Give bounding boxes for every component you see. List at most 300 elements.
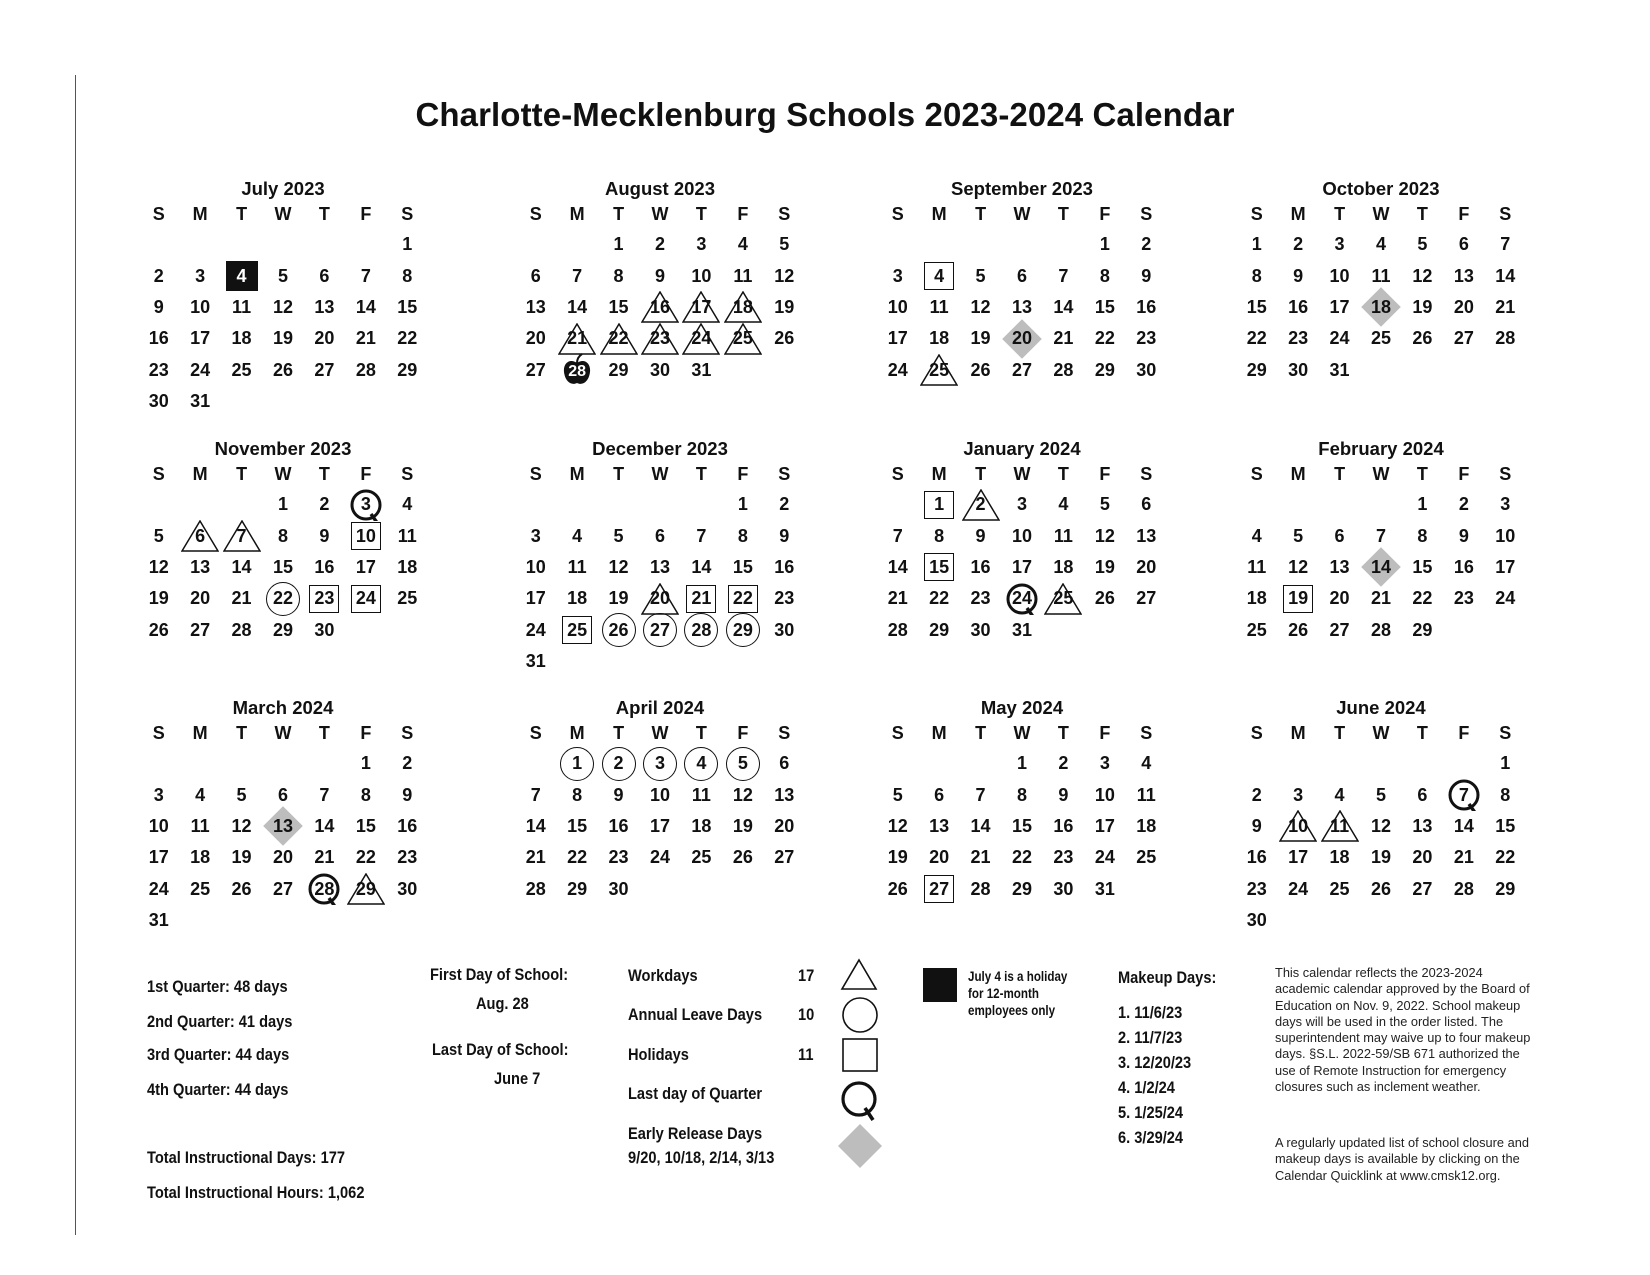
empty-day: [1319, 748, 1360, 779]
day-number: 23: [1453, 588, 1474, 609]
day-cell: [556, 779, 597, 810]
day-number: 29: [1246, 359, 1267, 380]
day-cell: [1360, 583, 1401, 614]
day-cell: [138, 520, 179, 551]
weekday-header: T: [318, 464, 330, 484]
month-4: [138, 438, 428, 646]
empty-day: [515, 229, 556, 260]
day-cell: [1236, 292, 1277, 323]
weekday-header: W: [1013, 204, 1031, 224]
day-number: 18: [567, 588, 588, 609]
day-cell: [1402, 229, 1443, 260]
day-number: 2: [402, 753, 413, 774]
empty-day: [304, 229, 345, 260]
makeup-item: 6. 3/29/24: [1118, 1128, 1184, 1147]
weekday-header: F: [1099, 204, 1111, 224]
day-cell: [1319, 874, 1360, 905]
empty-day: [1360, 748, 1401, 779]
day-number: 19: [148, 588, 169, 609]
day-number: 28: [887, 619, 908, 640]
day-number: 2: [1058, 753, 1069, 774]
day-number: 1: [613, 234, 624, 255]
day-number: 24: [1288, 878, 1309, 899]
day-cell: [515, 874, 556, 905]
day-number: 18: [397, 556, 418, 577]
day-number: 7: [236, 525, 247, 546]
day-number: 15: [1094, 296, 1115, 317]
day-cell: [1402, 323, 1443, 354]
day-cell: [138, 811, 179, 842]
day-number: 9: [613, 784, 624, 805]
day-number: 25: [567, 619, 588, 640]
day-number: 25: [1053, 588, 1074, 609]
day-number: 9: [1458, 525, 1469, 546]
day-number: 29: [732, 619, 753, 640]
day-number: 9: [779, 525, 790, 546]
day-cell: [1485, 552, 1526, 583]
day-cell: [387, 842, 428, 873]
day-number: 21: [1453, 847, 1474, 868]
day-cell: [598, 260, 639, 291]
empty-day: [179, 748, 220, 779]
weekday-header: F: [1099, 723, 1111, 743]
day-cell: [764, 842, 805, 873]
day-number: 17: [887, 328, 908, 349]
day-cell: [1443, 811, 1484, 842]
day-number: 1: [1500, 753, 1511, 774]
month-6: [877, 438, 1167, 646]
weekday-header: T: [1416, 204, 1428, 224]
weekday-header: M: [931, 204, 947, 224]
day-cell: [1485, 292, 1526, 323]
day-cell: [345, 355, 386, 386]
day-cell: [1277, 260, 1318, 291]
weekday-header: S: [891, 723, 904, 743]
day-number: 5: [153, 525, 164, 546]
day-cell: [262, 811, 303, 842]
day-number: 6: [1016, 265, 1027, 286]
day-number: 19: [608, 588, 629, 609]
day-number: 3: [1099, 753, 1110, 774]
makeup-item: 1. 11/6/23: [1118, 1003, 1183, 1022]
day-cell: [1360, 552, 1401, 583]
empty-day: [1001, 229, 1042, 260]
diamond-icon: [836, 1122, 884, 1170]
day-number: 14: [1370, 556, 1391, 577]
day-number: 4: [934, 265, 945, 286]
day-cell: [1319, 355, 1360, 386]
day-number: 29: [272, 619, 293, 640]
day-number: 3: [1500, 494, 1511, 515]
day-number: 19: [1288, 588, 1309, 609]
weekday-header: T: [613, 464, 625, 484]
square-icon: [841, 1037, 879, 1073]
weekday-header: W: [1372, 723, 1390, 743]
day-number: 3: [696, 234, 707, 255]
day-number: 15: [929, 556, 950, 577]
empty-day: [639, 489, 680, 520]
empty-day: [304, 748, 345, 779]
day-cell: [262, 323, 303, 354]
day-number: 13: [774, 784, 795, 805]
weekday-header: T: [1416, 723, 1428, 743]
day-cell: [1043, 842, 1084, 873]
day-number: 5: [1375, 784, 1386, 805]
month-grid: [1236, 719, 1526, 936]
empty-day: [515, 748, 556, 779]
day-number: 28: [1495, 328, 1516, 349]
day-cell: [877, 260, 918, 291]
day-cell: [138, 905, 179, 936]
day-cell: [179, 583, 220, 614]
weekday-header: T: [318, 204, 330, 224]
day-cell: [179, 520, 220, 551]
weekday-header: S: [778, 723, 791, 743]
day-cell: [1443, 520, 1484, 551]
month-7: [1236, 438, 1526, 646]
legend-holidays-count: 11: [798, 1045, 814, 1064]
day-number: 23: [1288, 328, 1309, 349]
weekday-header: T: [236, 723, 248, 743]
day-cell: [764, 811, 805, 842]
day-number: 15: [567, 815, 588, 836]
day-number: 24: [887, 359, 908, 380]
weekday-header: W: [651, 723, 669, 743]
day-cell: [138, 583, 179, 614]
day-cell: [1360, 842, 1401, 873]
day-number: 10: [887, 296, 908, 317]
day-number: 10: [1288, 815, 1309, 836]
weekday-header: F: [360, 723, 372, 743]
empty-day: [918, 229, 959, 260]
day-cell: [639, 355, 680, 386]
day-cell: [722, 842, 763, 873]
weekday-header: F: [1458, 723, 1470, 743]
day-cell: [877, 355, 918, 386]
day-number: 1: [277, 494, 288, 515]
month-1: [515, 178, 805, 386]
day-cell: [138, 779, 179, 810]
day-number: 4: [1141, 753, 1152, 774]
weekday-header: M: [192, 464, 208, 484]
weekday-header: M: [192, 204, 208, 224]
day-cell: [1001, 355, 1042, 386]
day-number: 27: [1329, 619, 1350, 640]
day-cell: [515, 520, 556, 551]
day-number: 25: [397, 588, 418, 609]
day-number: 29: [1495, 878, 1516, 899]
calendar-note: This calendar reflects the 2023-2024 academic calendar approved by the Board of Education on Nov. 9, 2022. School makeup days will be used in the order listed. The superintendent may waive up to four makeup days. §S.L. 2022-59/SB 671 authorized the use of Remote Instruction for emergency closures such as inclement weather.: [1275, 965, 1531, 1095]
day-cell: [877, 583, 918, 614]
day-number: 8: [737, 525, 748, 546]
day-number: 12: [272, 296, 293, 317]
day-cell: [515, 842, 556, 873]
day-number: 11: [1371, 265, 1391, 286]
day-number: 4: [737, 234, 748, 255]
day-number: 11: [733, 265, 753, 286]
month-grid: [515, 719, 805, 905]
day-cell: [387, 874, 428, 905]
day-number: 2: [319, 494, 330, 515]
day-number: 18: [691, 815, 712, 836]
day-cell: [1443, 489, 1484, 520]
day-cell: [764, 229, 805, 260]
day-cell: [598, 583, 639, 614]
day-number: 11: [397, 525, 417, 546]
day-cell: [304, 520, 345, 551]
day-number: 28: [1370, 619, 1391, 640]
day-cell: [598, 842, 639, 873]
day-number: 20: [929, 847, 950, 868]
weekday-header: W: [651, 204, 669, 224]
day-cell: [1236, 355, 1277, 386]
weekday-header: M: [569, 204, 585, 224]
day-number: 26: [887, 878, 908, 899]
day-number: 7: [319, 784, 330, 805]
day-cell: [1084, 520, 1125, 551]
empty-day: [960, 229, 1001, 260]
day-cell: [387, 520, 428, 551]
month-11: [1236, 697, 1526, 936]
day-number: 13: [272, 815, 293, 836]
day-number: 14: [1453, 815, 1474, 836]
day-number: 6: [1141, 494, 1152, 515]
day-cell: [1126, 355, 1167, 386]
day-number: 1: [402, 234, 413, 255]
month-grid: [515, 200, 805, 386]
day-number: 18: [190, 847, 211, 868]
day-number: 28: [231, 619, 252, 640]
day-cell: [722, 260, 763, 291]
day-number: 2: [153, 265, 164, 286]
weekday-header: M: [931, 464, 947, 484]
day-cell: [918, 615, 959, 646]
day-cell: [179, 386, 220, 417]
first-day-value: Aug. 28: [476, 994, 529, 1013]
day-cell: [1402, 489, 1443, 520]
day-number: 21: [567, 328, 588, 349]
day-number: 12: [774, 265, 795, 286]
day-number: 20: [272, 847, 293, 868]
weekday-header: T: [1057, 204, 1069, 224]
empty-day: [1043, 229, 1084, 260]
day-cell: [1236, 874, 1277, 905]
day-cell: [639, 748, 680, 779]
day-number: 2: [1293, 234, 1304, 255]
day-number: 16: [1246, 847, 1267, 868]
day-number: 5: [277, 265, 288, 286]
day-cell: [262, 520, 303, 551]
weekday-header: T: [1334, 204, 1346, 224]
day-number: 25: [732, 328, 753, 349]
day-number: 12: [608, 556, 629, 577]
day-number: 10: [1011, 525, 1032, 546]
day-number: 27: [1453, 328, 1474, 349]
day-cell: [1360, 779, 1401, 810]
day-number: 22: [608, 328, 629, 349]
day-cell: [877, 842, 918, 873]
circle-icon: [841, 996, 879, 1034]
day-cell: [221, 811, 262, 842]
day-number: 12: [231, 815, 252, 836]
day-cell: [1277, 520, 1318, 551]
day-number: 9: [402, 784, 413, 805]
makeup-item: 3. 12/20/23: [1118, 1053, 1192, 1072]
day-number: 25: [190, 878, 211, 899]
day-cell: [1001, 520, 1042, 551]
day-cell: [918, 260, 959, 291]
day-number: 24: [691, 328, 712, 349]
day-number: 10: [691, 265, 712, 286]
day-number: 15: [608, 296, 629, 317]
weekday-header: T: [236, 464, 248, 484]
day-cell: [221, 842, 262, 873]
day-number: 8: [402, 265, 413, 286]
day-number: 10: [190, 296, 211, 317]
day-cell: [1084, 489, 1125, 520]
day-cell: [1402, 779, 1443, 810]
weekday-header: S: [1499, 204, 1512, 224]
day-number: 30: [1246, 910, 1267, 931]
month-grid: [877, 200, 1167, 386]
day-number: 24: [1329, 328, 1350, 349]
weekday-header: T: [1334, 723, 1346, 743]
day-number: 21: [525, 847, 546, 868]
day-number: 6: [779, 753, 790, 774]
page-left-rule: [75, 75, 76, 1235]
day-number: 31: [1094, 878, 1115, 899]
day-cell: [345, 842, 386, 873]
day-number: 11: [691, 784, 711, 805]
day-cell: [556, 552, 597, 583]
day-number: 5: [892, 784, 903, 805]
day-cell: [262, 842, 303, 873]
day-cell: [1319, 292, 1360, 323]
month-title: April 2024: [615, 697, 705, 718]
day-cell: [345, 779, 386, 810]
quarter-3: 3rd Quarter: 44 days: [147, 1045, 290, 1064]
day-number: 3: [892, 265, 903, 286]
day-number: 18: [1246, 588, 1267, 609]
quarter-2: 2nd Quarter: 41 days: [147, 1012, 293, 1031]
day-number: 4: [236, 265, 247, 286]
weekday-header: S: [152, 723, 165, 743]
day-cell: [221, 323, 262, 354]
day-cell: [918, 292, 959, 323]
day-cell: [1360, 292, 1401, 323]
weekday-header: F: [737, 204, 749, 224]
empty-day: [556, 489, 597, 520]
day-cell: [304, 552, 345, 583]
day-cell: [387, 748, 428, 779]
weekday-header: T: [975, 723, 987, 743]
weekday-header: S: [401, 723, 414, 743]
day-cell: [1360, 323, 1401, 354]
day-cell: [387, 779, 428, 810]
day-cell: [262, 874, 303, 905]
month-grid: [138, 200, 428, 417]
day-number: 5: [737, 753, 748, 774]
day-number: 7: [892, 525, 903, 546]
weekday-header: M: [569, 464, 585, 484]
day-cell: [1319, 229, 1360, 260]
day-cell: [556, 583, 597, 614]
day-number: 20: [1329, 588, 1350, 609]
day-cell: [262, 355, 303, 386]
day-cell: [1277, 323, 1318, 354]
day-cell: [764, 615, 805, 646]
weekday-header: S: [1250, 723, 1263, 743]
month-title: November 2023: [214, 438, 352, 459]
day-number: 6: [654, 525, 665, 546]
day-cell: [515, 292, 556, 323]
day-number: 11: [1330, 815, 1350, 836]
day-number: 6: [1417, 784, 1428, 805]
day-number: 8: [360, 784, 371, 805]
day-number: 5: [1417, 234, 1428, 255]
day-cell: [515, 811, 556, 842]
day-cell: [960, 552, 1001, 583]
day-number: 15: [1412, 556, 1433, 577]
day-cell: [1485, 811, 1526, 842]
day-cell: [1126, 811, 1167, 842]
day-cell: [387, 489, 428, 520]
day-cell: [764, 520, 805, 551]
weekday-header: T: [695, 723, 707, 743]
day-number: 28: [355, 359, 376, 380]
legend-leave-count: 10: [798, 1005, 815, 1024]
day-number: 10: [355, 525, 376, 546]
day-cell: [722, 323, 763, 354]
day-number: 12: [887, 815, 908, 836]
day-cell: [1126, 292, 1167, 323]
day-cell: [1084, 292, 1125, 323]
day-number: 14: [567, 296, 588, 317]
day-cell: [681, 552, 722, 583]
day-number: 11: [1053, 525, 1073, 546]
day-number: 26: [1370, 878, 1391, 899]
day-number: 20: [1011, 328, 1032, 349]
day-number: 18: [929, 328, 950, 349]
day-cell: [1236, 905, 1277, 936]
weekday-header: S: [891, 204, 904, 224]
day-number: 12: [1094, 525, 1115, 546]
day-number: 1: [360, 753, 371, 774]
day-number: 5: [779, 234, 790, 255]
day-cell: [1043, 874, 1084, 905]
day-number: 12: [732, 784, 753, 805]
day-cell: [1084, 323, 1125, 354]
day-cell: [1043, 292, 1084, 323]
day-cell: [221, 552, 262, 583]
day-cell: [1126, 260, 1167, 291]
day-number: 26: [732, 847, 753, 868]
empty-day: [179, 229, 220, 260]
weekday-header: S: [1250, 204, 1263, 224]
day-cell: [639, 779, 680, 810]
day-number: 1: [572, 753, 583, 774]
day-number: 5: [236, 784, 247, 805]
day-number: 22: [1495, 847, 1516, 868]
day-cell: [681, 615, 722, 646]
day-number: 17: [649, 815, 670, 836]
day-number: 23: [608, 847, 629, 868]
day-cell: [681, 229, 722, 260]
day-number: 11: [929, 296, 949, 317]
day-cell: [1084, 842, 1125, 873]
day-cell: [1402, 842, 1443, 873]
day-cell: [1236, 615, 1277, 646]
